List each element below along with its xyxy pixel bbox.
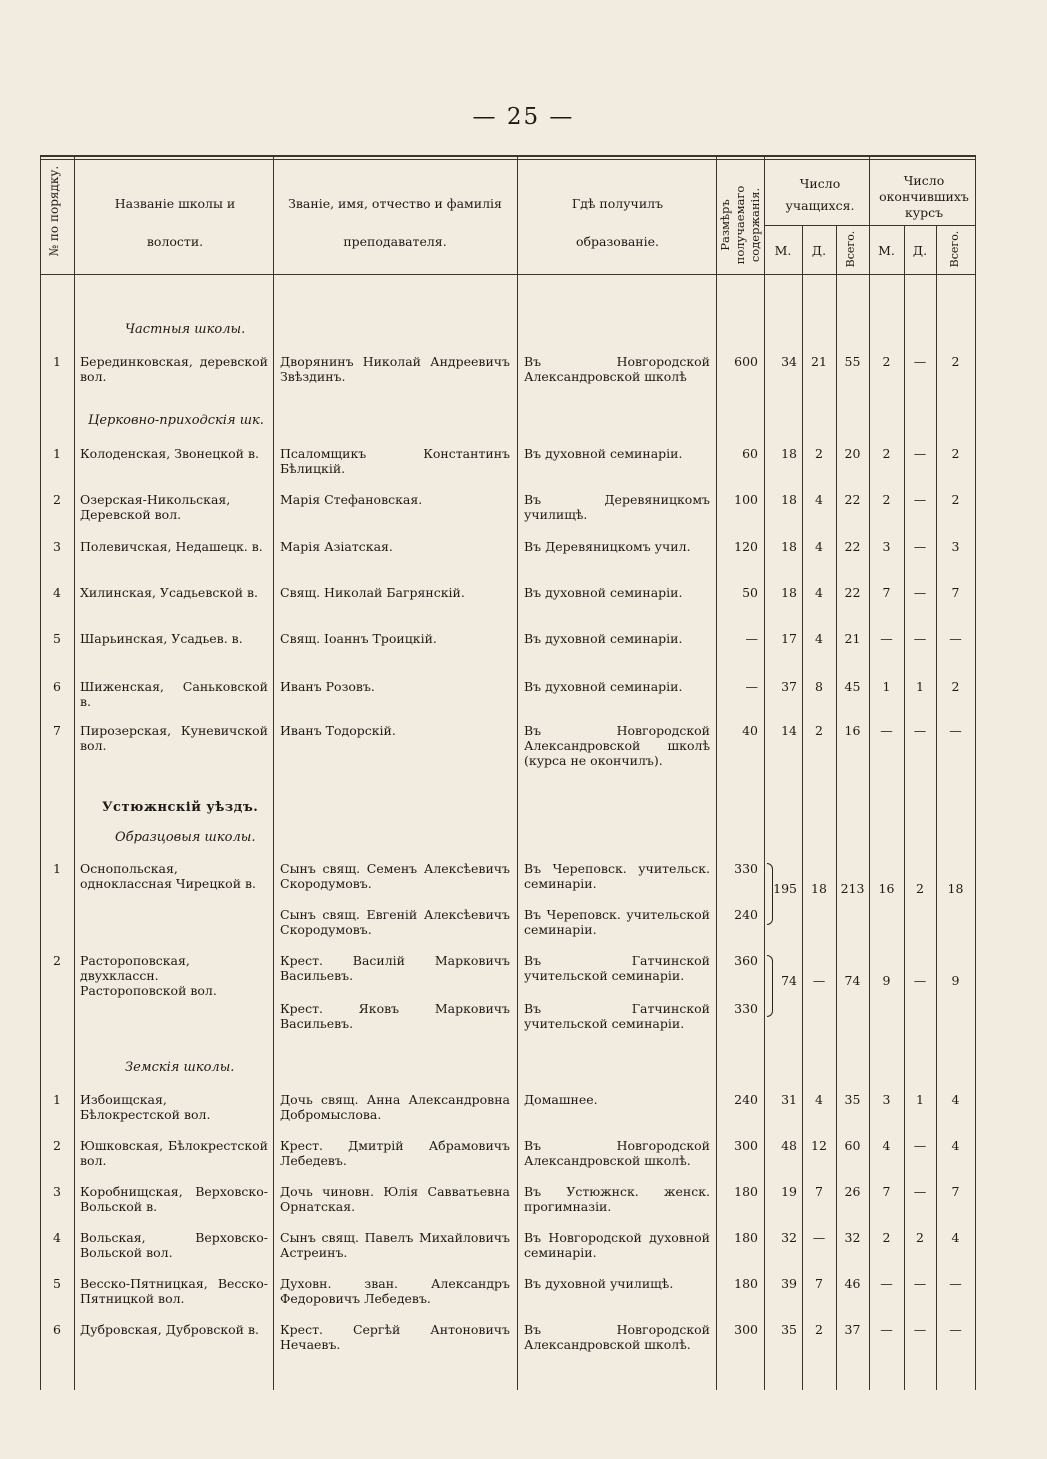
header-graduates-d: Д. bbox=[912, 243, 928, 258]
col-line-0 bbox=[40, 155, 41, 1390]
school-name: Колоденская, Звонецкой в. bbox=[80, 446, 259, 461]
education-place: Въ Гатчинской учительской семинаріи. bbox=[524, 953, 710, 983]
salary-value: 240 bbox=[734, 1092, 758, 1107]
graduates-male: 3 bbox=[882, 1092, 891, 1107]
col-line-3 bbox=[517, 155, 518, 1390]
students-total: 22 bbox=[844, 492, 861, 507]
header-students-m: М. bbox=[774, 243, 792, 258]
page-number: — 25 — bbox=[472, 104, 575, 130]
salary-value: 600 bbox=[734, 354, 758, 369]
row-number: 1 bbox=[53, 1092, 61, 1107]
school-name: Пирозерская, Куневичской вол. bbox=[80, 723, 268, 753]
students-female: 4 bbox=[815, 1092, 823, 1107]
header-bottom-line bbox=[40, 274, 975, 275]
row-number: 5 bbox=[53, 1276, 61, 1291]
teacher-name: Крест. Яковъ Марковичъ Васильевъ. bbox=[280, 1001, 510, 1031]
graduates-male: 2 bbox=[882, 1230, 891, 1245]
row-number: 4 bbox=[53, 1230, 61, 1245]
salary-value: — bbox=[745, 679, 758, 694]
graduates-total: 9 bbox=[951, 973, 960, 988]
education-place: Въ Новгородской Александровской школѣ. bbox=[524, 1322, 710, 1352]
col-line-6 bbox=[802, 225, 803, 1390]
teacher-name: Духовн. зван. Александръ Федоровичъ Лебедевъ. bbox=[280, 1276, 510, 1306]
salary-value: 330 bbox=[734, 861, 758, 876]
students-female: 2 bbox=[815, 723, 823, 738]
school-name: Коробнищская, Верховско-Вольской в. bbox=[80, 1184, 268, 1214]
graduates-male: 2 bbox=[882, 492, 891, 507]
graduates-female: — bbox=[913, 1138, 927, 1153]
students-female: 18 bbox=[811, 881, 827, 896]
header-graduates-m: М. bbox=[878, 243, 895, 258]
students-male: 35 bbox=[781, 1322, 797, 1337]
graduates-female: — bbox=[913, 1322, 927, 1337]
table-top-border-inner bbox=[40, 159, 975, 160]
salary-value: 300 bbox=[734, 1322, 758, 1337]
school-name: Растороповская, двухклассн. Растороповской вол. bbox=[80, 953, 217, 998]
students-total: 21 bbox=[844, 631, 861, 646]
graduates-total: — bbox=[949, 1276, 962, 1291]
header-school: Названіе школы и волости. bbox=[114, 196, 236, 249]
education-place: Въ Череповск. учительской семинаріи. bbox=[524, 907, 710, 937]
row-number: 6 bbox=[53, 679, 61, 694]
students-female: 2 bbox=[815, 1322, 823, 1337]
row-number: 2 bbox=[53, 492, 61, 507]
graduates-total: 18 bbox=[947, 881, 964, 896]
students-total: 16 bbox=[844, 723, 861, 738]
teacher-name: Псаломщикъ Константинъ Бѣлицкій. bbox=[280, 446, 510, 476]
section-title: Церковно-приходскія шк. bbox=[88, 413, 264, 428]
header-education: Гдѣ получилъ образованіе. bbox=[571, 196, 664, 249]
row-number: 1 bbox=[53, 354, 61, 369]
graduates-female: — bbox=[913, 631, 927, 646]
graduates-female: — bbox=[913, 973, 927, 988]
graduates-total: — bbox=[949, 631, 962, 646]
students-male: 18 bbox=[781, 446, 797, 461]
students-male: 37 bbox=[781, 679, 797, 694]
col-line-8 bbox=[869, 155, 870, 1390]
header-number: № по порядку. bbox=[47, 165, 61, 257]
school-name: Вольская, Верховско-Вольской вол. bbox=[80, 1230, 268, 1260]
graduates-male: 1 bbox=[882, 679, 891, 694]
salary-value: 40 bbox=[742, 723, 758, 738]
teacher-name: Сынъ свящ. Семенъ Алексѣевичъ Скородумовъ. bbox=[280, 861, 510, 891]
students-total: 22 bbox=[844, 585, 861, 600]
graduates-female: 1 bbox=[916, 1092, 924, 1107]
students-female: — bbox=[812, 973, 826, 988]
salary-value: 330 bbox=[734, 1001, 758, 1016]
students-female: 7 bbox=[815, 1276, 823, 1291]
salary-value: 180 bbox=[734, 1184, 758, 1199]
students-male: 32 bbox=[781, 1230, 797, 1245]
graduates-total: 4 bbox=[951, 1092, 960, 1107]
graduates-male: — bbox=[880, 631, 893, 646]
students-male: 48 bbox=[781, 1138, 797, 1153]
school-name: Избоищская, Бѣлокрестской вол. bbox=[80, 1092, 211, 1122]
graduates-male: 2 bbox=[882, 354, 891, 369]
teacher-name: Иванъ Тодорскій. bbox=[280, 723, 396, 738]
school-name: Дубровская, Дубровской в. bbox=[80, 1322, 259, 1337]
students-total: 35 bbox=[844, 1092, 861, 1107]
teacher-name: Дворянинъ Николай Андреевичъ Звѣздинъ. bbox=[280, 354, 510, 384]
graduates-total: 4 bbox=[951, 1138, 960, 1153]
graduates-total: 4 bbox=[951, 1230, 960, 1245]
section-title: Земскія школы. bbox=[125, 1060, 235, 1075]
education-place: Въ духовной семинаріи. bbox=[524, 631, 683, 646]
col-line-4 bbox=[716, 155, 717, 1390]
school-name: Юшковская, Бѣлокрестской вол. bbox=[80, 1138, 268, 1168]
teacher-name: Свящ. Николай Багрянскій. bbox=[280, 585, 465, 600]
graduates-male: 2 bbox=[882, 446, 891, 461]
education-place: Въ Новгородской Александровской школѣ bbox=[524, 354, 710, 384]
teacher-name: Свящ. Іоаннъ Троицкій. bbox=[280, 631, 437, 646]
students-female: 4 bbox=[815, 585, 823, 600]
students-total: 26 bbox=[844, 1184, 861, 1199]
education-place: Въ Новгородской Александровской школѣ (курса не окончилъ). bbox=[524, 723, 710, 768]
education-place: Въ духовной семинаріи. bbox=[524, 446, 683, 461]
col-line-1 bbox=[74, 155, 75, 1390]
section-title: Частныя школы. bbox=[125, 322, 246, 337]
teacher-name: Марія Стефановская. bbox=[280, 492, 423, 507]
graduates-female: — bbox=[913, 354, 927, 369]
row-number: 2 bbox=[53, 1138, 61, 1153]
school-name: Оснопольская, одноклассная Чирецкой в. bbox=[80, 861, 257, 891]
graduates-total: 2 bbox=[951, 354, 960, 369]
row-number: 3 bbox=[53, 539, 61, 554]
graduates-female: — bbox=[913, 492, 927, 507]
students-total: 46 bbox=[844, 1276, 861, 1291]
students-male: 74 bbox=[781, 973, 797, 988]
graduates-total: 2 bbox=[951, 446, 960, 461]
salary-value: 300 bbox=[734, 1138, 758, 1153]
graduates-total: 2 bbox=[951, 679, 960, 694]
education-place: Въ Гатчинской учительской семинаріи. bbox=[524, 1001, 710, 1031]
graduates-total: 7 bbox=[951, 585, 960, 600]
education-place: Въ Деревяницкомъ учил. bbox=[524, 539, 691, 554]
students-total: 32 bbox=[844, 1230, 861, 1245]
students-male: 17 bbox=[781, 631, 797, 646]
education-place: Въ Череповск. учительск. семинаріи. bbox=[524, 861, 710, 891]
students-total: 213 bbox=[840, 881, 865, 896]
students-male: 19 bbox=[781, 1184, 797, 1199]
students-male: 14 bbox=[781, 723, 797, 738]
education-place: Домашнее. bbox=[524, 1092, 598, 1107]
salary-value: 180 bbox=[734, 1230, 758, 1245]
row-number: 1 bbox=[53, 861, 61, 876]
header-students-d: Д. bbox=[811, 243, 827, 258]
students-female: 4 bbox=[815, 492, 823, 507]
graduates-female: — bbox=[913, 1276, 927, 1291]
school-name: Шиженская, Саньковской в. bbox=[80, 679, 268, 709]
graduates-female: — bbox=[913, 1184, 927, 1199]
school-name: Полевичская, Недашецк. в. bbox=[80, 539, 263, 554]
students-male: 18 bbox=[781, 585, 797, 600]
education-place: Въ духовной училищѣ. bbox=[524, 1276, 674, 1291]
col-line-7 bbox=[836, 225, 837, 1390]
salary-value: 50 bbox=[742, 585, 758, 600]
header-students: Число учащихся. bbox=[785, 176, 855, 213]
students-total: 55 bbox=[844, 354, 861, 369]
teacher-name: Крест. Василій Марковичъ Васильевъ. bbox=[280, 953, 510, 983]
students-female: 7 bbox=[815, 1184, 823, 1199]
section-title: Образцовыя школы. bbox=[115, 830, 256, 845]
salary-value: 180 bbox=[734, 1276, 758, 1291]
salary-value: 360 bbox=[734, 953, 758, 968]
students-male: 18 bbox=[781, 539, 797, 554]
teacher-name: Дочь чиновн. Юлія Савватьевна Орнатская. bbox=[280, 1184, 510, 1214]
students-female: 21 bbox=[811, 354, 827, 369]
students-female: 8 bbox=[815, 679, 823, 694]
students-male: 18 bbox=[781, 492, 797, 507]
graduates-male: 4 bbox=[882, 1138, 891, 1153]
education-place: Въ Новгородской духовной семинаріи. bbox=[524, 1230, 710, 1260]
header-teacher: Званіе, имя, отчество и фамилія преподавателя. bbox=[288, 196, 502, 249]
row-number: 3 bbox=[53, 1184, 61, 1199]
col-line-5 bbox=[764, 155, 765, 1390]
graduates-total: 2 bbox=[951, 492, 960, 507]
students-male: 195 bbox=[773, 881, 797, 896]
header-graduates-total: Всего. bbox=[948, 230, 961, 268]
school-table bbox=[40, 155, 975, 1390]
education-place: Въ Деревяницкомъ училищѣ. bbox=[524, 492, 710, 522]
row-number: 6 bbox=[53, 1322, 61, 1337]
school-name: Весско-Пятницкая, Весско-Пятницкой вол. bbox=[80, 1276, 268, 1306]
salary-value: 60 bbox=[742, 446, 758, 461]
students-male: 34 bbox=[781, 354, 797, 369]
graduates-female: — bbox=[913, 539, 927, 554]
teacher-name: Иванъ Розовъ. bbox=[280, 679, 375, 694]
header-salary: Размѣръ получаемаго содержанія. bbox=[718, 185, 762, 265]
col-line-2 bbox=[273, 155, 274, 1390]
graduates-male: 9 bbox=[882, 973, 891, 988]
graduates-female: 2 bbox=[916, 1230, 924, 1245]
students-total: 20 bbox=[844, 446, 861, 461]
graduates-male: — bbox=[880, 1322, 893, 1337]
teacher-name: Крест. Сергѣй Антоновичъ Нечаевъ. bbox=[280, 1322, 510, 1352]
salary-value: 100 bbox=[734, 492, 758, 507]
students-female: 4 bbox=[815, 631, 823, 646]
teacher-name: Марія Азіатская. bbox=[280, 539, 393, 554]
students-total: 45 bbox=[844, 679, 861, 694]
school-name: Берединковская, деревской вол. bbox=[80, 354, 268, 384]
table-top-border bbox=[40, 155, 975, 157]
graduates-total: 3 bbox=[951, 539, 960, 554]
row-number: 5 bbox=[53, 631, 61, 646]
graduates-total: — bbox=[949, 1322, 962, 1337]
school-name: Озерская-Никольская, Деревской вол. bbox=[80, 492, 231, 522]
school-name: Шарьинская, Усадьев. в. bbox=[80, 631, 243, 646]
salary-value: 240 bbox=[734, 907, 758, 922]
graduates-male: 7 bbox=[882, 585, 891, 600]
students-total: 37 bbox=[844, 1322, 861, 1337]
students-total: 60 bbox=[844, 1138, 861, 1153]
col-line-10 bbox=[936, 225, 937, 1390]
section-title: Устюжнскій уѣздъ. bbox=[102, 800, 259, 815]
teacher-name: Крест. Дмитрій Абрамовичъ Лебедевъ. bbox=[280, 1138, 510, 1168]
teacher-name: Сынъ свящ. Павелъ Михайловичъ Астреинъ. bbox=[280, 1230, 510, 1260]
teacher-name: Сынъ свящ. Евгеній Алексѣевичъ Скородумовъ. bbox=[280, 907, 510, 937]
row-number: 2 bbox=[53, 953, 61, 968]
salary-value: — bbox=[745, 631, 758, 646]
header-graduates: Число окончившихъ курсъ bbox=[879, 173, 969, 220]
row-number: 4 bbox=[53, 585, 61, 600]
graduates-female: — bbox=[913, 723, 927, 738]
students-female: 2 bbox=[815, 446, 823, 461]
graduates-total: 7 bbox=[951, 1184, 960, 1199]
graduates-male: 7 bbox=[882, 1184, 891, 1199]
graduates-female: 1 bbox=[916, 679, 924, 694]
graduates-total: — bbox=[949, 723, 962, 738]
students-total: 74 bbox=[844, 973, 861, 988]
graduates-female: — bbox=[913, 446, 927, 461]
graduates-female: — bbox=[913, 585, 927, 600]
students-male: 31 bbox=[781, 1092, 797, 1107]
students-female: — bbox=[812, 1230, 826, 1245]
education-place: Въ Новгородской Александровской школѣ. bbox=[524, 1138, 710, 1168]
education-place: Въ Устюжнск. женск. прогимназіи. bbox=[524, 1184, 710, 1214]
graduates-male: 16 bbox=[878, 881, 895, 896]
teacher-name: Дочь свящ. Анна Александровна Добромыслова. bbox=[280, 1092, 510, 1122]
graduates-female: 2 bbox=[916, 881, 924, 896]
education-place: Въ духовной семинаріи. bbox=[524, 585, 683, 600]
education-place: Въ духовной семинаріи. bbox=[524, 679, 683, 694]
students-total: 22 bbox=[844, 539, 861, 554]
col-line-9 bbox=[904, 225, 905, 1390]
salary-value: 120 bbox=[734, 539, 758, 554]
students-male: 39 bbox=[781, 1276, 797, 1291]
header-students-total: Всего. bbox=[844, 230, 857, 268]
col-line-11 bbox=[975, 155, 976, 1390]
graduates-male: 3 bbox=[882, 539, 891, 554]
students-female: 4 bbox=[815, 539, 823, 554]
row-number: 7 bbox=[53, 723, 61, 738]
school-name: Хилинская, Усадьевской в. bbox=[80, 585, 259, 600]
row-number: 1 bbox=[53, 446, 61, 461]
students-female: 12 bbox=[811, 1138, 827, 1153]
graduates-male: — bbox=[880, 723, 893, 738]
graduates-male: — bbox=[880, 1276, 893, 1291]
